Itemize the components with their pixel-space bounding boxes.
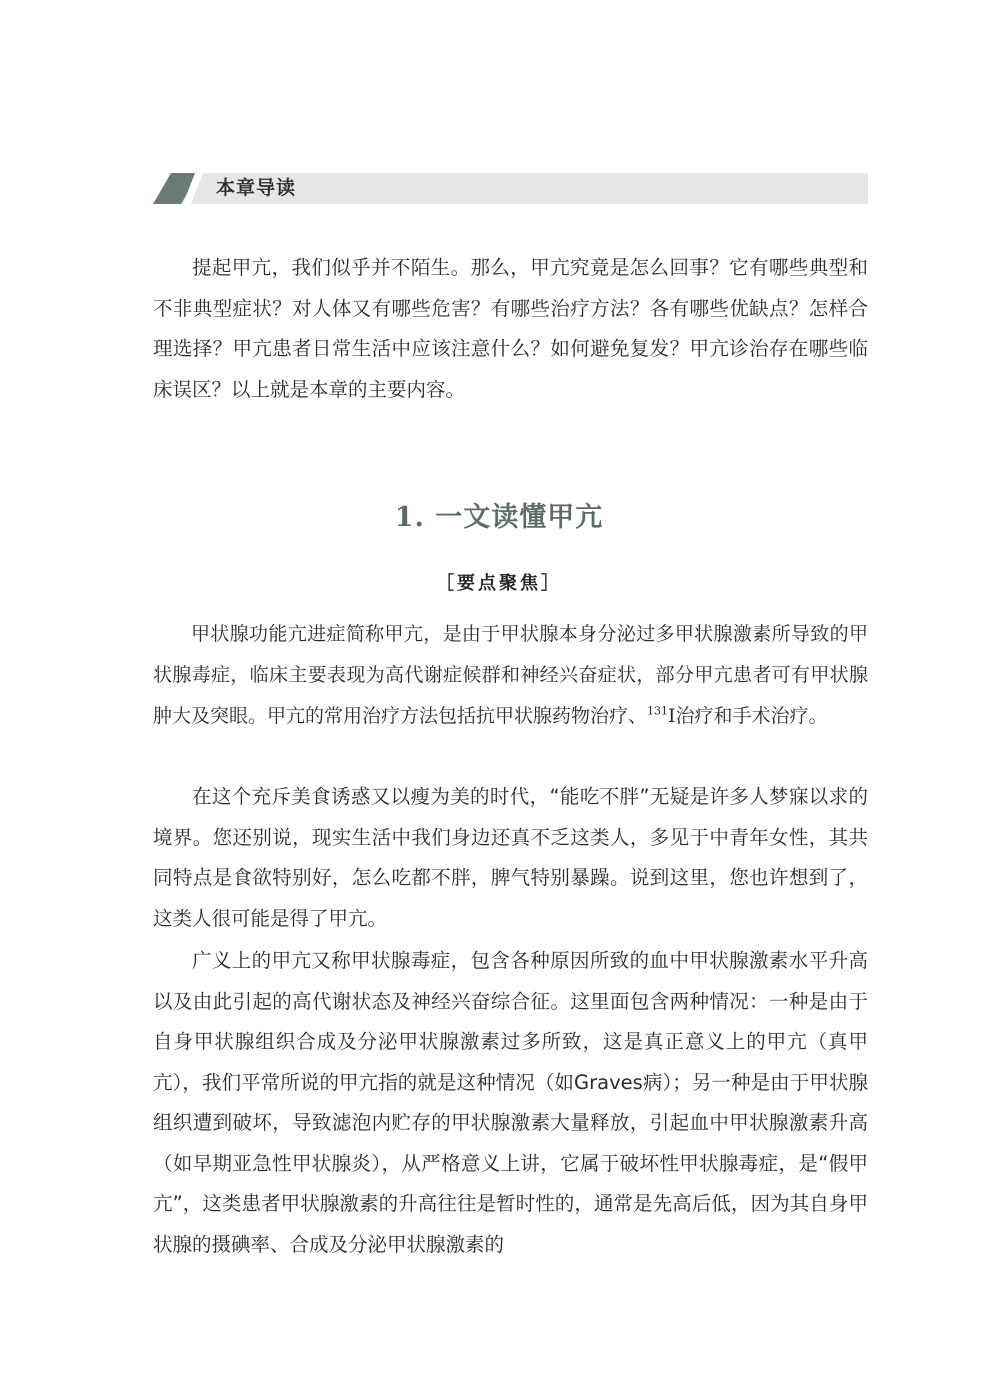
key-points-label: ［要点聚焦］: [436, 573, 562, 594]
key-points-text-start: 甲状腺功能亢进症简称甲亢，是由于甲状腺本身分泌过多甲状腺激素所导致的甲状腺毒症，临床主要表现为高代谢症候群和神经兴奋症状，部分甲亢患者可有甲状腺肿大及突眼。甲亢的常用治疗方法包括抗甲状腺药物治疗、: [153, 623, 868, 727]
key-points-paragraph: [153, 614, 868, 737]
key-points-text-end: I治疗和手术治疗。: [668, 705, 828, 727]
chapter-guide-title: 本章导读: [216, 178, 297, 199]
body-paragraph-2: 广义上的甲亢又称甲状腺毒症，包含各种原因所致的血中甲状腺激素水平升高以及由此引起的高代谢状态及神经兴奋综合征。这里面包含两种情况：一种是由于自身甲状腺组织合成及分泌甲状腺激素过多所致，这是真正意义上的甲亢（真甲亢），我们平常所说的甲亢指的就是这种情况（如Graves病）；另一种是由于甲状腺组织遭到破坏，导致滤泡内贮存的甲状腺激素大量释放，引起血中甲状腺激素升高（如早期亚急性甲状腺炎），从严格意义上讲，它属于破坏性甲状腺毒症，是“假甲亢”，这类患者甲状腺激素的升高往往是暂时性的，通常是先高后低，因为其自身甲状腺的摄碘率、合成及分泌甲状腺激素的: [153, 949, 868, 1256]
section-title: 1. 一文读懂甲亢: [394, 502, 604, 533]
chapter-guide-header: [153, 173, 868, 204]
isotope-mass-number: 131: [647, 704, 669, 718]
chapter-intro-paragraph: 提起甲亢，我们似乎并不陌生。那么，甲亢究竟是怎么回事？它有哪些典型和不非典型症状？对人体又有哪些危害？有哪些治疗方法？各有哪些优缺点？怎样合理选择？甲亢患者日常生活中应该注意什么？如何避免复发？甲亢诊治存在哪些临床误区？以上就是本章的主要内容。: [153, 256, 868, 401]
body-paragraph-1: 在这个充斥美食诱惑又以瘦为美的时代，“能吃不胖”无疑是许多人梦寐以求的境界。您还别说，现实生活中我们身边还真不乏这类人，多见于中青年女性，其共同特点是食欲特别好，怎么吃都不胖，脾气特别暴躁。说到这里，您也许想到了，这类人很可能是得了甲亢。: [153, 785, 868, 930]
